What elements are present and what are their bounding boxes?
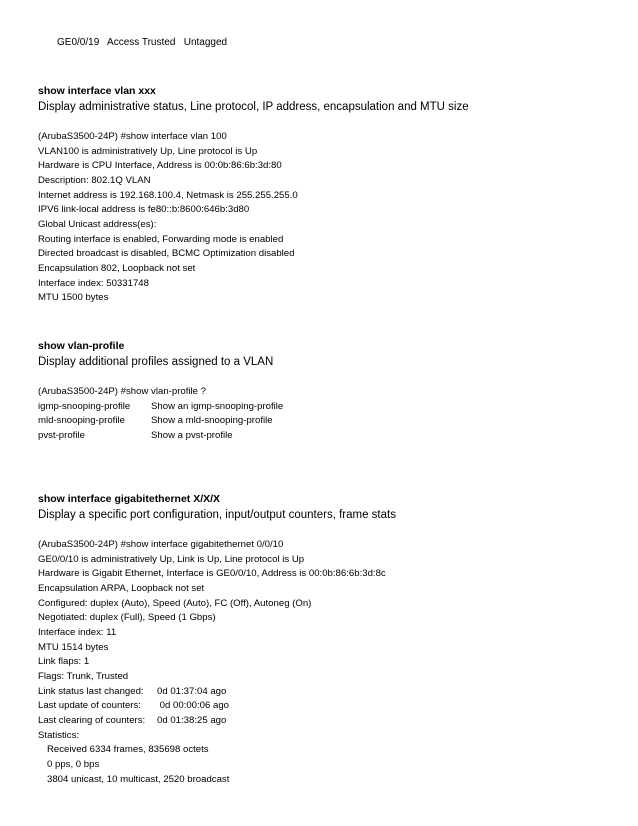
cli-line: Encapsulation ARPA, Loopback not set [38, 582, 205, 594]
section-heading: show interface vlan xxx [38, 85, 156, 97]
profile-name: igmp-snooping-profile [38, 400, 131, 412]
timer-row [38, 699, 396, 714]
cli-line: Internet address is 192.168.100.4, Netmask is 255.255.255.0 [38, 189, 298, 201]
profile-row [38, 414, 283, 429]
timer-value: 0d 00:00:06 ago [157, 700, 230, 712]
timer-label: Last clearing of counters: [38, 714, 146, 726]
cli-output [38, 130, 469, 306]
statistics-line: Received 6334 frames, 835698 octets [47, 744, 209, 756]
section-heading: show interface gigabitethernet X/X/X [38, 493, 221, 505]
timer-value: 0d 01:38:25 ago [157, 714, 227, 726]
statistics-line: 3804 unicast, 10 multicast, 2520 broadcast [47, 773, 230, 785]
cli-line: MTU 1514 bytes [38, 641, 109, 653]
cli-line: Hardware is Gigabit Ethernet, Interface is GE0/0/10, Address is 00:0b:86:6b:3d:8c [38, 568, 386, 580]
cli-line: Link flaps: 1 [38, 656, 90, 668]
cli-line: Global Unicast address(es): [38, 218, 157, 230]
cli-line: GE0/0/10 is administratively Up, Link is Up, Line protocol is Up [38, 553, 305, 565]
profile-description: Show a mld-snooping-profile [151, 415, 273, 427]
section-show-interface-vlan [38, 84, 469, 306]
cli-line: Description: 802.1Q VLAN [38, 174, 151, 186]
profile-name: mld-snooping-profile [38, 415, 125, 427]
cli-line: (ArubaS3500-24P) #show interface vlan 100 [38, 131, 227, 142]
timer-row [38, 714, 396, 729]
timer-value: 0d 01:37:04 ago [157, 685, 227, 697]
section-description: Display additional profiles assigned to a VLAN [38, 356, 274, 368]
cli-line: Interface index: 50331748 [38, 277, 149, 289]
cli-line: Negotiated: duplex (Full), Speed (1 Gbps) [38, 612, 216, 624]
cli-line: IPV6 link-local address is fe80::b:8600:646b:3d80 [38, 204, 250, 216]
statistics-label: Statistics: [38, 729, 80, 741]
section-show-interface-gigabitethernet [38, 492, 396, 787]
cli-line: VLAN100 is administratively Up, Line protocol is Up [38, 145, 258, 157]
section-description: Display administrative status, Line protocol, IP address, encapsulation and MTU size [38, 101, 469, 113]
profile-name: pvst-profile [38, 429, 85, 441]
section-heading: show vlan-profile [38, 340, 125, 352]
profile-row [38, 429, 283, 444]
cli-line: Directed broadcast is disabled, BCMC Optimization disabled [38, 248, 295, 260]
cli-line: (ArubaS3500-24P) #show vlan-profile ? [38, 386, 206, 397]
section-show-vlan-profile [38, 339, 283, 444]
profile-row [38, 400, 283, 415]
timer-row [38, 685, 396, 700]
section-description: Display a specific port configuration, input/output counters, frame stats [38, 509, 396, 521]
cli-line: Configured: duplex (Auto), Speed (Auto), FC (Off), Autoneg (On) [38, 597, 312, 609]
cli-line: Flags: Trunk, Trusted [38, 670, 129, 682]
statistics-line: 0 pps, 0 bps [47, 758, 100, 770]
cli-output [38, 538, 396, 787]
cli-line: MTU 1500 bytes [38, 292, 109, 304]
port-status-line: GE0/0/19 Access Trusted Untagged [57, 37, 228, 48]
cli-line: Hardware is CPU Interface, Address is 00:0b:86:6b:3d:80 [38, 160, 282, 172]
profile-description: Show a pvst-profile [151, 429, 233, 441]
cli-line: (ArubaS3500-24P) #show interface gigabitethernet 0/0/10 [38, 539, 284, 550]
timer-label: Last update of counters: [38, 700, 141, 712]
cli-line: Routing interface is enabled, Forwarding mode is enabled [38, 233, 284, 245]
timer-label: Link status last changed: [38, 685, 144, 697]
profile-description: Show an igmp-snooping-profile [151, 400, 284, 412]
cli-line: Interface index: 11 [38, 626, 117, 638]
cli-output [38, 385, 283, 444]
cli-line: Encapsulation 802, Loopback not set [38, 262, 196, 274]
